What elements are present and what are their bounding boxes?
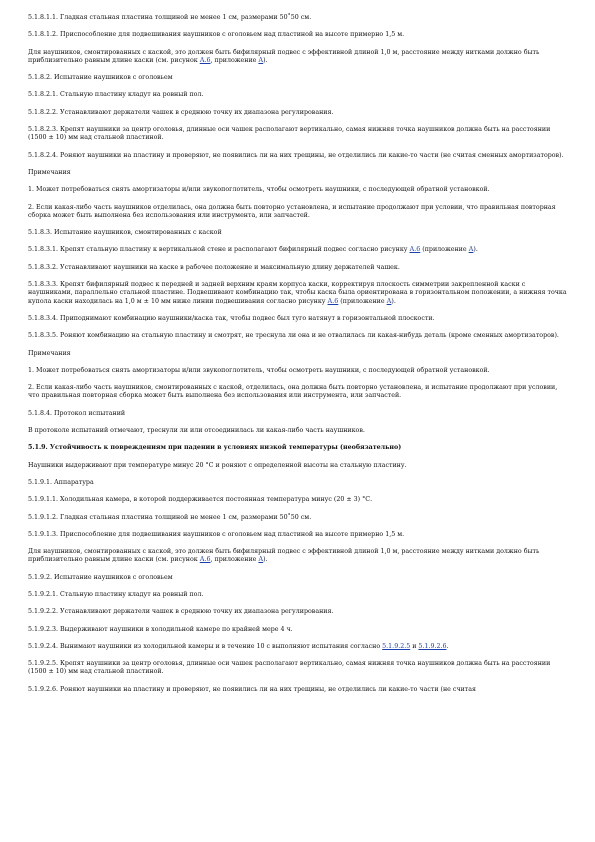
paragraph-text: 5.1.8.3.4. Приподнимают комбинацию наушники/каска так, чтобы подвес был туго натянут в горизонтальной плоскости. xyxy=(28,314,435,322)
paragraph-text: 5.1.9.2. Испытание наушников с оголовьем xyxy=(28,573,173,581)
paragraph-text: ). xyxy=(263,56,268,64)
paragraph-text: 5.1.9.2.5. Крепят наушники за центр оголовья, длинные оси чашек располагают вертикально, самая нижняя точка наушников должна быть на расстоянии (1500 ± 10) мм над стальной пластиной. xyxy=(28,660,551,676)
paragraph-p31 xyxy=(28,591,567,599)
paragraph-p19 xyxy=(28,367,567,375)
paragraph-p34 xyxy=(28,643,567,651)
paragraph-p16 xyxy=(28,315,567,323)
paragraph-text: 5.1.8.2.2. Устанавливают держатели чашек в среднюю точку их диапазона регулирования. xyxy=(28,108,334,116)
paragraph-text: Для наушников, смонтированных с каской, это должен быть бифилярный подвес с эффективной длиной 1,0 м, расстояние между нитками должно быть приблизительно равным длине каски (см. рисунок xyxy=(28,48,540,64)
paragraph-p12 xyxy=(28,229,567,237)
paragraph-text: 5.1.9.1. Аппаратура xyxy=(28,478,94,486)
paragraph-p30 xyxy=(28,574,567,582)
paragraph-p22 xyxy=(28,427,567,435)
paragraph-p4 xyxy=(28,74,567,82)
paragraph-p35 xyxy=(28,660,567,677)
paragraph-text: 5.1.8.3.3. Крепят бифилярный подвес к передней и задней верхним краям корпуса каски, корректируя плоскость симметрии закрепленной каски с наушниками, параллельно стальной пластине. Подвешивают комбинацию так, чтобы каска была ориентирована в горизонтальном положении, а нижняя точка купола каски находилась на 1,0 м ± 10 мм ниже линии подвешивания согласно рисунку xyxy=(28,281,567,305)
paragraph-p29 xyxy=(28,548,567,565)
paragraph-p14 xyxy=(28,264,567,272)
paragraph-p3 xyxy=(28,49,567,66)
paragraph-text: 5.1.8.1.2. Приспособление для подвешивания наушников с оголовьем над пластиной на высоте примерно 1,5 м. xyxy=(28,31,405,39)
paragraph-p26 xyxy=(28,496,567,504)
paragraph-p1 xyxy=(28,14,567,22)
paragraph-p25 xyxy=(28,479,567,487)
paragraph-text: 5.1.9.2.4. Вынимают наушники из холодильной камеры и в течение 10 с выполняют испытания согласно xyxy=(28,642,383,650)
paragraph-text: 2. Если какая-либо часть наушников, смонтированных с каской, отделилась, она должна быть повторно установлена, и испытание продолжают при условии, что правильная повторная сборка может быть выполнена без использования или инструмента, или запчастей. xyxy=(28,384,558,400)
paragraph-p17 xyxy=(28,332,567,340)
reference-link[interactable]: А.6 xyxy=(409,246,421,254)
paragraph-text: 5.1.9.1.2. Гладкая стальная пластина толщиной не менее 1 см, размерами 50˚50 см. xyxy=(28,513,312,521)
paragraph-p6 xyxy=(28,109,567,117)
paragraph-p13 xyxy=(28,246,567,254)
paragraph-text: В протоколе испытаний отмечают, треснули ли или отсоединилась ли какая-либо часть наушников. xyxy=(28,427,365,435)
paragraph-text: 5.1.8.2.3. Крепят наушники за центр оголовья, длинные оси чашек располагают вертикально, самая нижняя точка наушников должна быть на расстоянии (1500 ± 10) мм над стальной пластиной. xyxy=(28,126,551,142)
paragraph-text: 5.1.9.1.1. Холодильная камера, в которой поддерживается постоянная температура минус (20 ± 3) °С. xyxy=(28,496,373,504)
paragraph-text: Примечания xyxy=(28,168,71,176)
paragraph-p7 xyxy=(28,126,567,143)
paragraph-text: 5.1.8.2.1. Стальную пластину кладут на ровный пол. xyxy=(28,91,204,99)
reference-link[interactable]: 5.1.9.2.5 xyxy=(382,642,411,650)
paragraph-text: Для наушников, смонтированных с каской, это должен быть бифилярный подвес с эффективной длиной 1,0 м, расстояние между нитками должно быть приблизительно равным длине каски (см. рисунок xyxy=(28,548,540,564)
paragraph-p8 xyxy=(28,152,567,160)
paragraph-text: (приложение xyxy=(338,297,387,305)
paragraph-text: 5.1.8.3. Испытание наушников, смонтированных с каской xyxy=(28,229,222,237)
paragraph-text: Наушники выдерживают при температуре минус 20 °С и роняют с определенной высоты на стальную пластину. xyxy=(28,461,407,469)
reference-link[interactable]: А xyxy=(258,56,264,64)
paragraph-text: 1. Может потребоваться снять амортизаторы и/или звукопоглотитель, чтобы осмотреть наушники, с последующей обратной установкой. xyxy=(28,366,490,374)
paragraph-text: 5.1.8.3.2. Устанавливают наушники на каске в рабочее положение и максимальную длину держателей чашек. xyxy=(28,263,400,271)
paragraph-text: , приложение xyxy=(210,556,259,564)
paragraph-p18 xyxy=(28,350,567,358)
paragraph-p9 xyxy=(28,169,567,177)
paragraph-p10 xyxy=(28,186,567,194)
paragraph-p21 xyxy=(28,410,567,418)
paragraph-text: , приложение xyxy=(210,56,259,64)
paragraph-p20 xyxy=(28,384,567,401)
paragraph-text: 1. Может потребоваться снять амортизаторы и/или звукопоглотитель, чтобы осмотреть наушники, с последующей обратной установкой. xyxy=(28,186,490,194)
paragraph-p24 xyxy=(28,462,567,470)
paragraph-p2 xyxy=(28,31,567,39)
paragraph-p32 xyxy=(28,608,567,616)
paragraph-text: 5.1.8.4. Протокол испытаний xyxy=(28,409,126,417)
paragraph-text: 5.1.9.2.3. Выдерживают наушники в холодильной камере по крайней мере 4 ч. xyxy=(28,625,293,633)
paragraph-p5 xyxy=(28,91,567,99)
paragraph-text: 5.1.9.2.6. Роняют наушники на пластину и проверяют, не появились ли на них трещины, не отделились ли какие-то части (не считая xyxy=(28,685,477,693)
reference-link[interactable]: А.6 xyxy=(327,297,339,305)
reference-link[interactable]: А.6 xyxy=(199,556,211,564)
paragraph-text: и xyxy=(410,642,419,650)
reference-link[interactable]: А.6 xyxy=(199,56,211,64)
reference-link[interactable]: 5.1.9.2.6 xyxy=(418,642,447,650)
paragraph-p15 xyxy=(28,281,567,306)
paragraph-p33 xyxy=(28,626,567,634)
reference-link[interactable]: А xyxy=(258,556,264,564)
paragraph-text: 5.1.9.2.2. Устанавливают держатели чашек в среднюю точку их диапазона регулирования. xyxy=(28,608,334,616)
reference-link[interactable]: А xyxy=(386,297,392,305)
paragraph-text: 5.1.8.1.1. Гладкая стальная пластина толщиной не менее 1 см, размерами 50˚50 см. xyxy=(28,14,312,21)
paragraph-text: ). xyxy=(473,246,478,254)
paragraph-text: 5.1.8.2.4. Роняют наушники на пластину и проверяют, не появились ли на них трещины, не отделились ли какие-то части (не считая сменных амортизаторов). xyxy=(28,151,564,159)
paragraph-text: . xyxy=(446,642,449,650)
paragraph-text: Примечания xyxy=(28,349,71,357)
reference-link[interactable]: А xyxy=(468,246,474,254)
paragraph-text: 5.1.8.3.1. Крепят стальную пластину к вертикальной стене и располагают бифилярный подвес согласно рисунку xyxy=(28,246,410,254)
paragraph-p11 xyxy=(28,204,567,221)
paragraph-text: 2. Если какая-либо часть наушников отделилась, она должна быть повторно установлена, и испытание продолжают при условии, что правильная повторная сборка может быть выполнена без использования или инструмента, или запчастей. xyxy=(28,203,556,219)
paragraph-text: 5.1.9.2.1. Стальную пластину кладут на ровный пол. xyxy=(28,590,204,598)
paragraph-text: (приложение xyxy=(420,246,469,254)
paragraph-text: ). xyxy=(263,556,268,564)
paragraph-p28 xyxy=(28,531,567,539)
paragraph-text: 5.1.8.2. Испытание наушников с оголовьем xyxy=(28,74,173,82)
paragraph-text: 5.1.8.3.5. Роняют комбинацию на стальную пластину и смотрят, не треснула ли она и не отвалилась ли какая-нибудь деталь (кроме сменных амортизаторов). xyxy=(28,332,559,340)
paragraph-text: 5.1.9. Устойчивость к повреждениям при падении в условиях низкой температуры (необязательно) xyxy=(28,444,402,452)
paragraph-p23 xyxy=(28,444,567,452)
paragraph-p27 xyxy=(28,514,567,522)
paragraph-text: 5.1.9.1.3. Приспособление для подвешивания наушников с оголовьем над пластиной на высоте примерно 1,5 м. xyxy=(28,530,405,538)
paragraph-text: ). xyxy=(391,297,396,305)
paragraph-p36 xyxy=(28,686,567,694)
